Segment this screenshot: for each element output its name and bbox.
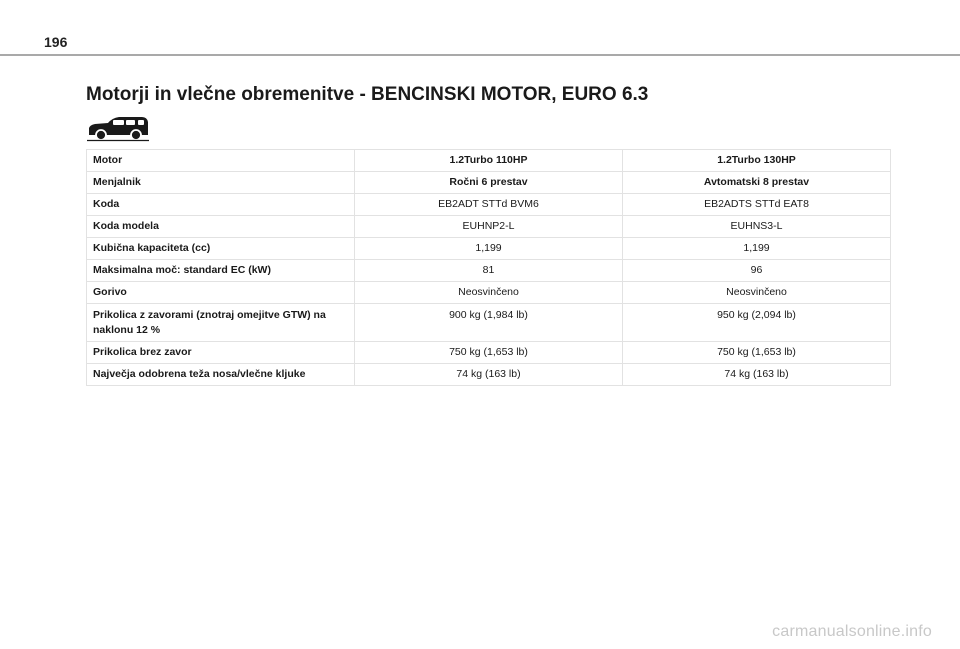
cell-110hp: 1,199	[355, 238, 623, 260]
page-number: 196	[44, 34, 68, 50]
cell-110hp: 74 kg (163 lb)	[355, 364, 623, 386]
row-label: Maksimalna moč: standard EC (kW)	[87, 260, 355, 282]
table-row	[87, 194, 891, 216]
row-label: Največja odobrena teža nosa/vlečne kljuke	[87, 364, 355, 386]
cell-130hp: Avtomatski 8 prestav	[623, 172, 891, 194]
cell-130hp: 950 kg (2,094 lb)	[623, 304, 891, 342]
row-label: Koda modela	[87, 216, 355, 238]
cell-130hp: EB2ADTS STTd EAT8	[623, 194, 891, 216]
row-label: Gorivo	[87, 282, 355, 304]
row-label: Prikolica brez zavor	[87, 342, 355, 364]
cell-110hp: 750 kg (1,653 lb)	[355, 342, 623, 364]
cell-110hp: Neosvinčeno	[355, 282, 623, 304]
cell-110hp: Ročni 6 prestav	[355, 172, 623, 194]
van-icon	[86, 114, 150, 142]
table-row	[87, 216, 891, 238]
table-row	[87, 342, 891, 364]
cell-110hp: EB2ADT STTd BVM6	[355, 194, 623, 216]
cell-130hp: 1,199	[623, 238, 891, 260]
cell-130hp: 74 kg (163 lb)	[623, 364, 891, 386]
table-row	[87, 238, 891, 260]
row-label: Koda	[87, 194, 355, 216]
watermark: carmanualsonline.info	[772, 623, 932, 640]
row-label: Motor	[87, 150, 355, 172]
header-divider	[0, 54, 960, 56]
page-title: Motorji in vlečne obremenitve - BENCINSKI MOTOR, EURO 6.3	[86, 84, 649, 105]
cell-130hp: 750 kg (1,653 lb)	[623, 342, 891, 364]
table-row	[87, 282, 891, 304]
cell-130hp: 96	[623, 260, 891, 282]
table-header-row	[87, 150, 891, 172]
col-header-130hp: 1.2Turbo 130HP	[623, 150, 891, 172]
col-header-110hp: 1.2Turbo 110HP	[355, 150, 623, 172]
cell-110hp: 900 kg (1,984 lb)	[355, 304, 623, 342]
cell-130hp: Neosvinčeno	[623, 282, 891, 304]
table-row	[87, 364, 891, 386]
table-row	[87, 260, 891, 282]
engine-spec-table	[86, 149, 891, 386]
cell-110hp: 81	[355, 260, 623, 282]
cell-130hp: EUHNS3-L	[623, 216, 891, 238]
row-label: Kubična kapaciteta (cc)	[87, 238, 355, 260]
table-row	[87, 304, 891, 342]
cell-110hp: EUHNP2-L	[355, 216, 623, 238]
table-row	[87, 172, 891, 194]
row-label: Prikolica z zavorami (znotraj omejitve GTW) na naklonu 12 %	[87, 304, 355, 342]
row-label: Menjalnik	[87, 172, 355, 194]
